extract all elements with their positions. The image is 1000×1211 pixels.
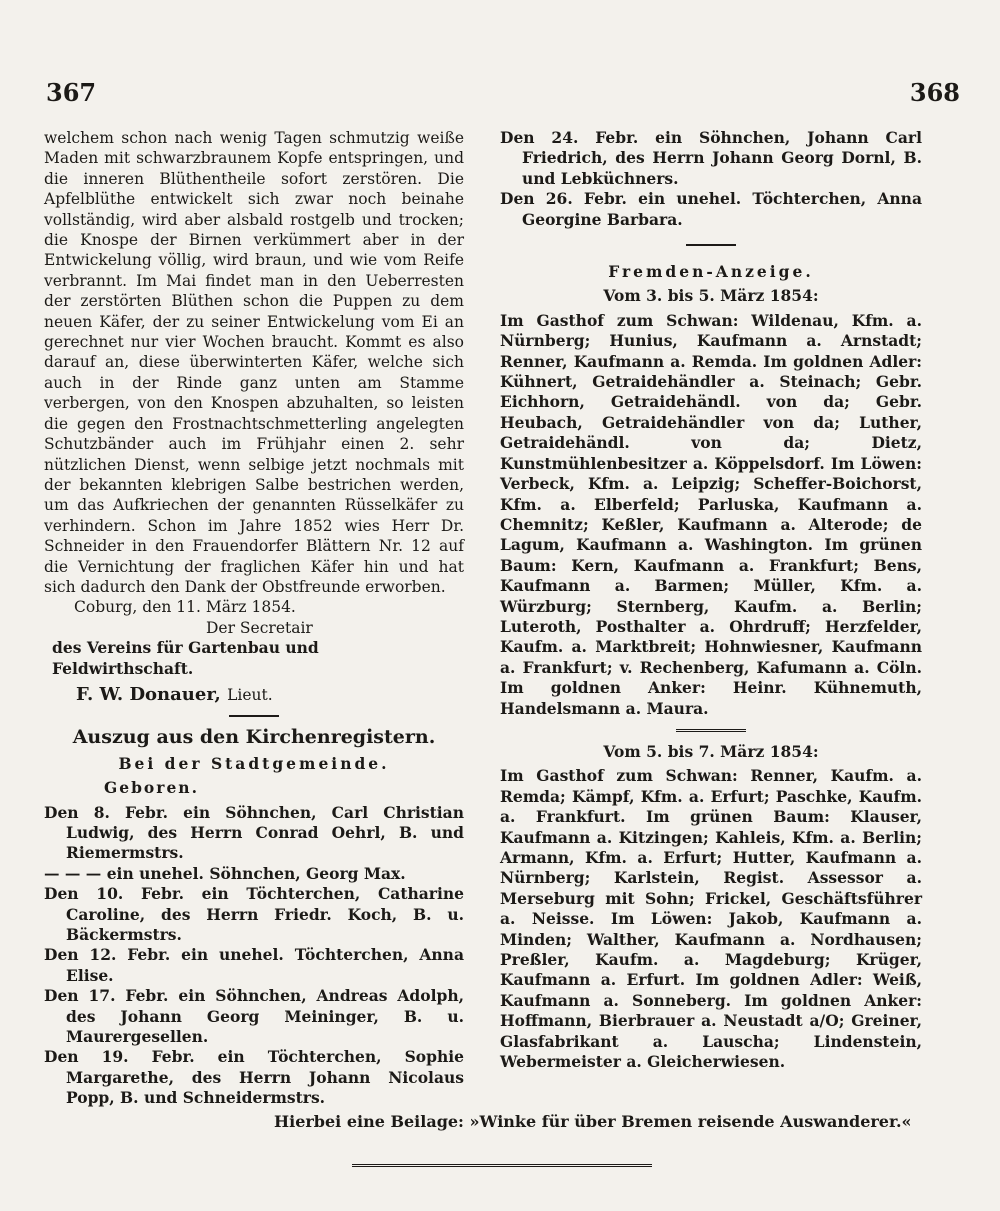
period-title: Vom 3. bis 5. März 1854: [603, 286, 819, 306]
intro-paragraph: welchem schon nach wenig Tagen schmutzig weiße Maden mit schwarzbraunem Kopfe entspringen, und die inneren Blüthentheile sofort zerstören. Die Apfelblüthe entwickelt sich zwar noch beinahe vollständig, wird aber alsbald rostgelb und trocken; die Knospe der Birnen verkümmert aber in der Entwickelung völlig, wird braun, und wie vom Reife verbrannt. Im Mai findet man in den Ueberresten der zerstörten Blüthen schon die Puppen zu dem neuen Käfer, der zu seiner Entwickelung vom Ei an gerechnet nur vier Wochen braucht. Kommt es also darauf an, diese überwinterten Käfer, welche sich auch in der Rinde ganz unten am Stamme verbergen, von den Knospen abzuhalten, so leisten die gegen den Frostnachtschmetterling angelegten Schutzbänder auch im Frühjahr einen 2. sehr nützlichen Dienst, wenn selbige jetzt nochmals mit der bekannten klebrigen Salbe bestrichen werden, um das Aufkriechen der genannten Rüsselkäfer zu verhindern. Schon im Jahre 1852 wies Herr Dr. Schneider in den Frauendorfer Blättern Nr. 12 auf die Vernichtung der fraglichen Käfer hin und hat sich dadurch den Dank der Obstfreunde erworben. [44, 129, 464, 596]
period-title: Vom 5. bis 7. März 1854: [603, 741, 819, 761]
birth-entry: Den 24. Febr. ein Söhnchen, Johann Carl Friedrich, des Herrn Johann Georg Dornl, B. und Lebküchners. [500, 128, 922, 188]
page-number-right: 368 [909, 78, 960, 107]
bottom-rule [352, 1164, 652, 1167]
visitors-list: Im Gasthof zum Schwan: Wildenau, Kfm. a. Nürnberg; Hunius, Kaufmann a. Arnstadt; Renner, Kaufmann a. Remda. Im goldnen Adler: Kühnert, Getraidehändler a. Steinach; Gebr. Eichhorn, Getraidehändl. von da; Gebr. Heubach, Getraidehändler von da; Luther, Getraidehändl. von da; Dietz, Kunstmühlenbesitzer a. Köppelsdorf. Im Löwen: Verbeck, Kfm. a. Leipzig; Scheffer-Boichorst, Kfm. a. Elberfeld; Parluska, Kaufmann a. Chemnitz; Keßler, Kaufmann a. Alterode; de Lagum, Kaufmann a. Washington. Im grünen Baum: Kern, Kaufmann a. Frankfurt; Bens, Kaufmann a. Barmen; Müller, Kfm. a. Würzburg; Sternberg, Kaufm. a. Berlin; Luteroth, Posthalter a. Ohrdruff; Herzfelder, Kaufm. a. Marktbreit; Hohnwiesner, Kaufmann a. Frankfurt; v. Rechenberg, Kafumann a. Cöln. Im goldnen Anker: Heinr. Kühnemuth, Handelsmann a. Maura. [500, 310, 922, 718]
birth-entry: Den 19. Febr. ein Töchterchen, Sophie Margarethe, des Herrn Johann Nicolaus Popp, B. und Schneidermstrs. [44, 1047, 464, 1108]
category-title: Geboren. [104, 778, 199, 798]
birth-entry: Den 26. Febr. ein unehel. Töchterchen, Anna Georgine Barbara. [500, 189, 922, 229]
divider [686, 244, 736, 246]
birth-entry: Den 17. Febr. ein Söhnchen, Andreas Adolph, des Johann Georg Meininger, B. u. Maurergesellen. [44, 986, 464, 1047]
place-date: Coburg, den 11. März 1854. [74, 598, 296, 617]
signature-name: F. W. Donauer, [76, 683, 221, 705]
left-column [44, 128, 464, 1109]
association-name: des Vereins für Gartenbau und Feldwirthschaft. [52, 638, 319, 678]
page-number-left: 367 [46, 78, 97, 107]
signature [76, 685, 464, 705]
subsection-title: Bei der Stadtgemeinde. [118, 753, 390, 773]
visitors-title: Fremden-Anzeige. [608, 262, 814, 282]
birth-entry: Den 12. Febr. ein unehel. Töchterchen, Anna Elise. [44, 945, 464, 985]
visitors-list: Im Gasthof zum Schwan: Renner, Kaufm. a. Remda; Kämpf, Kfm. a. Erfurt; Paschke, Kaufm. a. Frankfurt. Im grünen Baum: Klauser, Kaufmann a. Kitzingen; Kahleis, Kfm. a. Berlin; Armann, Kfm. a. Erfurt; Hutter, Kaufmann a. Nürnberg; Karlstein, Regist. Assessor a. Merseburg mit Sohn; Frickel, Geschäftsführer a. Neisse. Im Löwen: Jakob, Kaufmann a. Minden; Walther, Kaufmann a. Nordhausen; Preßler, Kaufm. a. Magdeburg; Krüger, Kaufmann a. Erfurt. Im goldnen Adler: Weiß, Kaufmann a. Sonneberg. Im goldnen Anker: Hoffmann, Bierbrauer a. Neustadt a/O; Greiner, Glasfabrikant a. Lauscha; Lindenstein, Webermeister a. Gleicherwiesen. [500, 766, 922, 1072]
signature-rank: Lieut. [227, 685, 273, 704]
birth-entry: Den 10. Febr. ein Töchterchen, Catharine Caroline, des Herrn Friedr. Koch, B. u. Bäckermstrs. [44, 884, 464, 945]
birth-entry: Den 8. Febr. ein Söhnchen, Carl Christian Ludwig, des Herrn Conrad Oehrl, B. und Riemermstrs. [44, 802, 464, 863]
birth-entry: — — — ein unehel. Söhnchen, Georg Max. [44, 863, 406, 883]
right-column [500, 128, 922, 1072]
divider [229, 715, 279, 717]
section-title: Auszug aus den Kirchenregistern. [72, 726, 436, 749]
supplement-note: Hierbei eine Beilage: »Winke für über Bremen reisende Auswanderer.« [274, 1112, 912, 1131]
secretary-title: Der Secretair [206, 618, 313, 637]
divider [676, 729, 746, 732]
